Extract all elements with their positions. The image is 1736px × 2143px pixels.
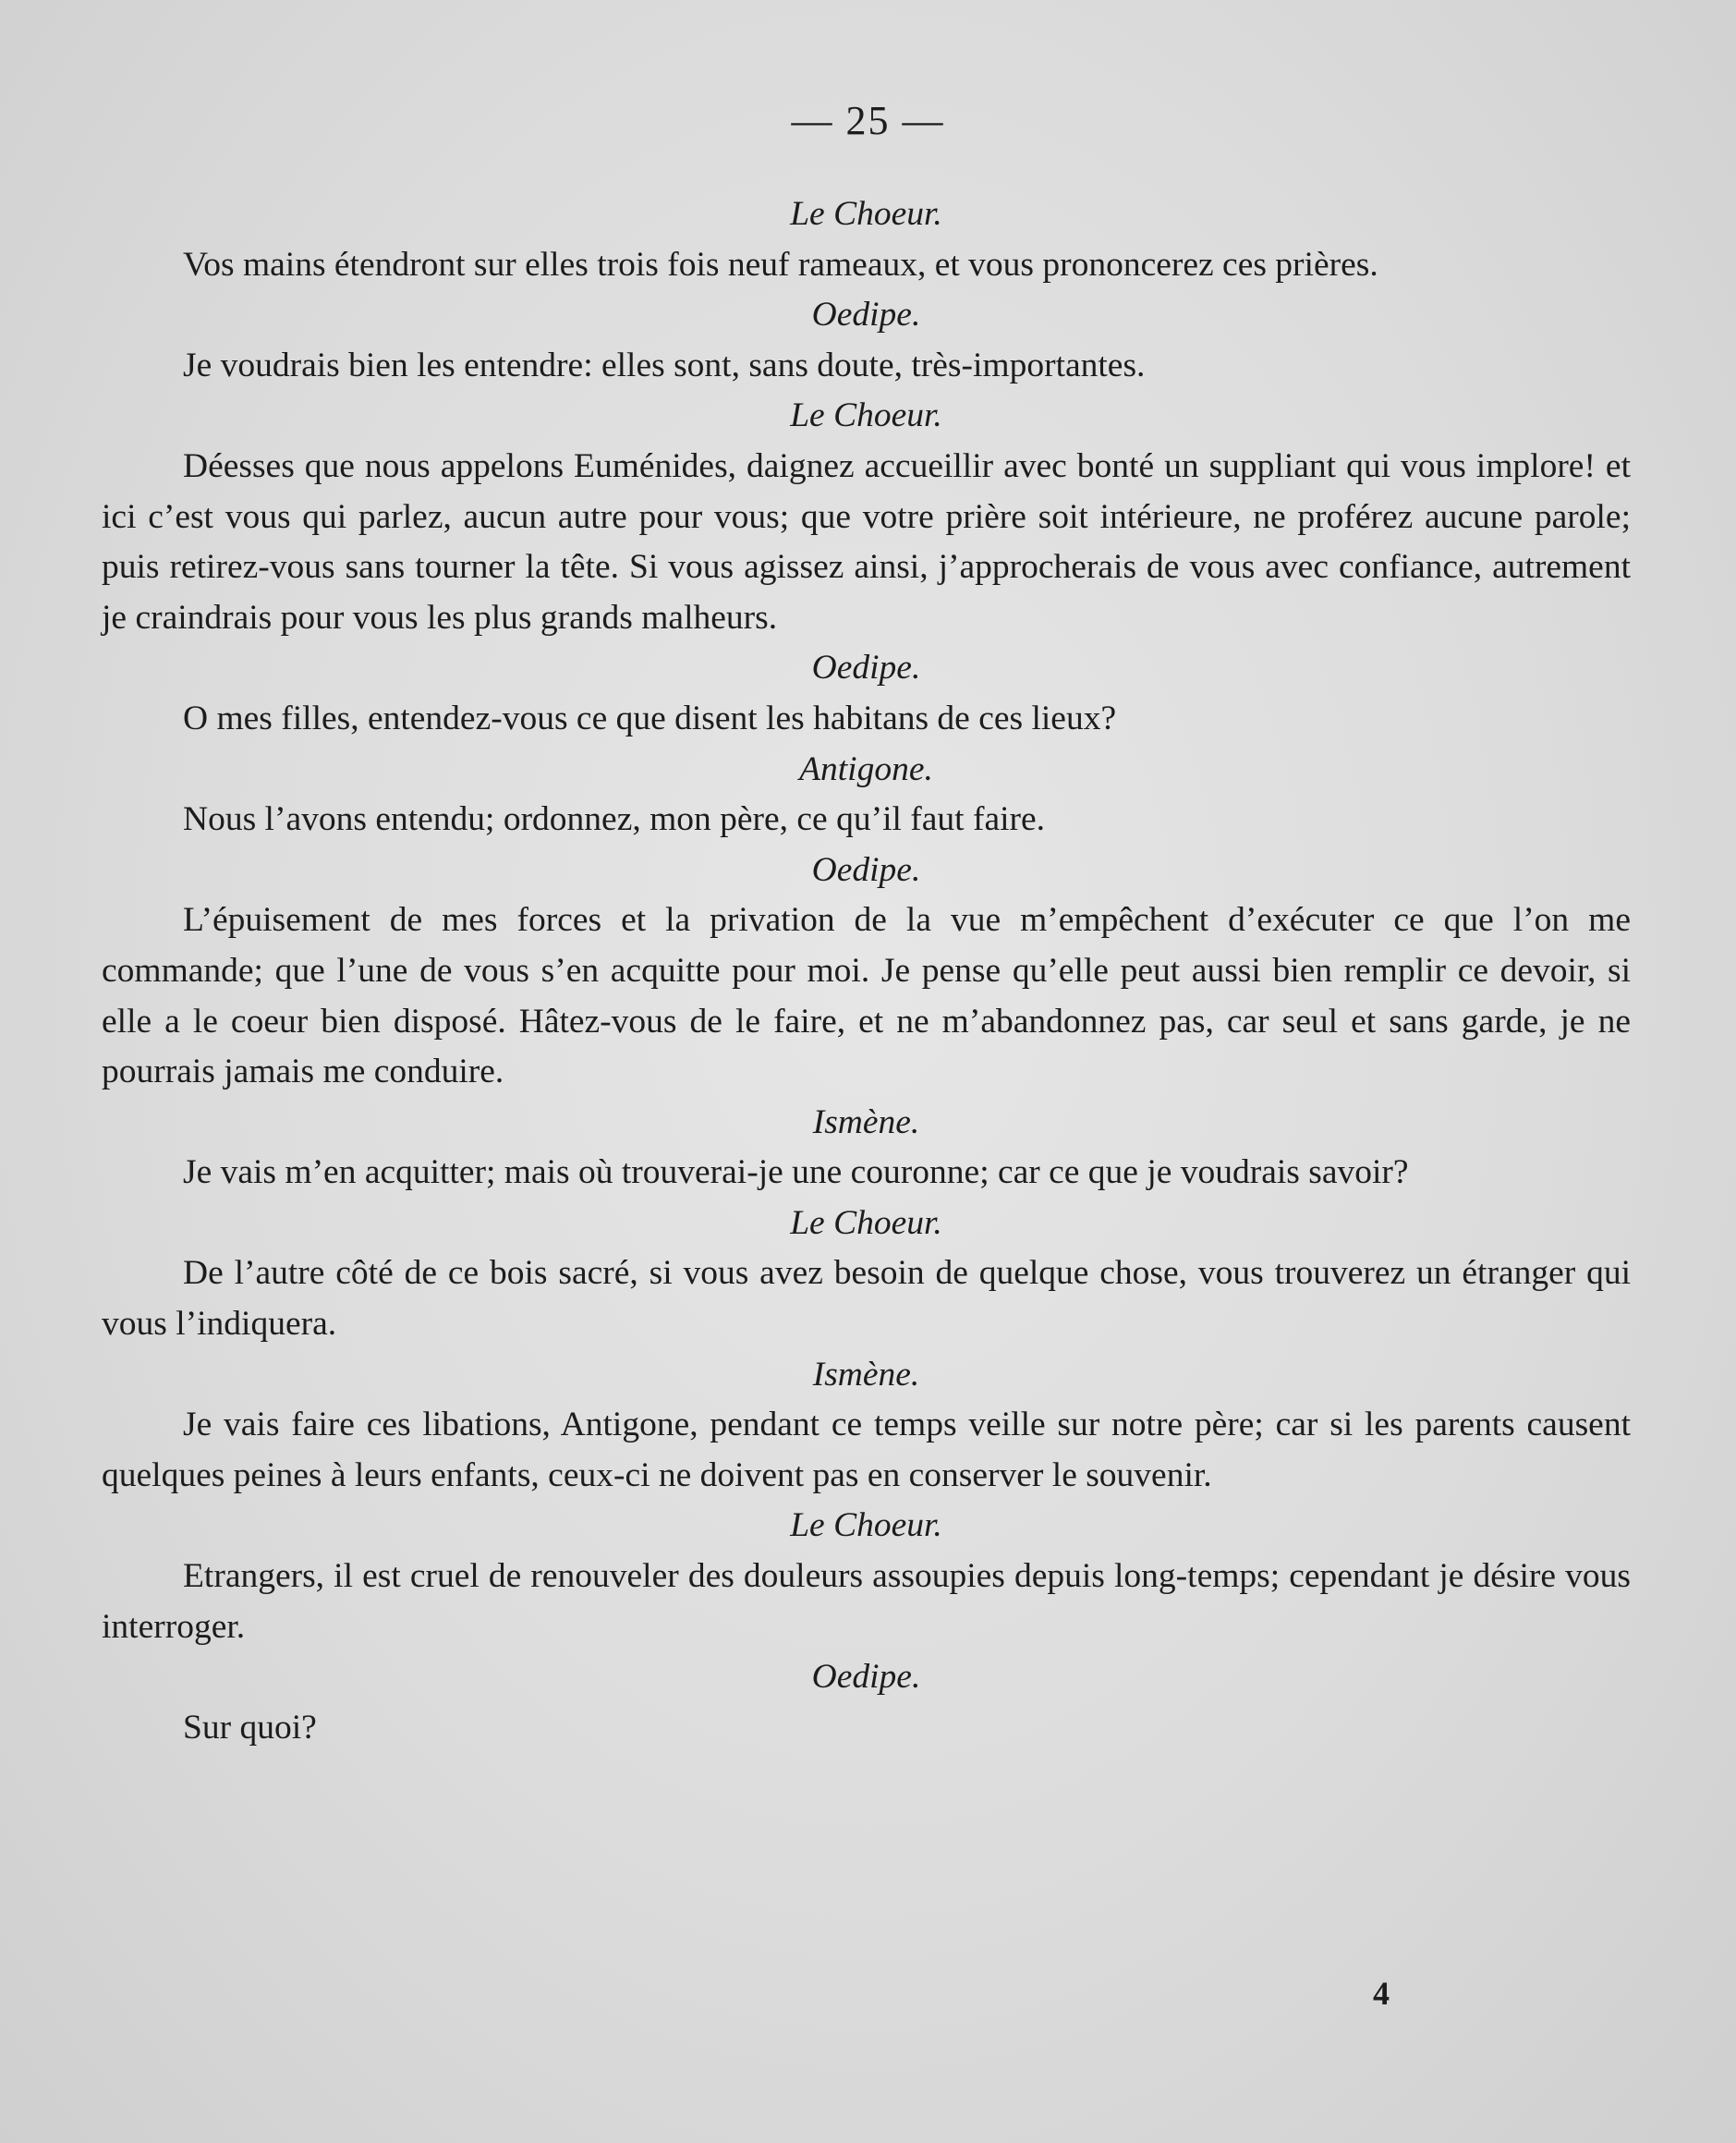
speech-text: Je voudrais bien les entendre: elles sont, sans doute, très-importantes. xyxy=(183,346,1146,384)
speech-text: Sur quoi? xyxy=(183,1708,317,1747)
speaker-name: Le Choeur. xyxy=(790,1506,942,1545)
speaker-name: Oedipe. xyxy=(811,1658,921,1697)
speaker-name: Ismène. xyxy=(812,1102,920,1141)
dialogue-turn xyxy=(102,290,1631,391)
speaker-name: Le Choeur. xyxy=(790,195,942,233)
dialogue-body xyxy=(102,189,1631,1753)
dialogue-turn xyxy=(102,391,1631,643)
dialogue-turn xyxy=(102,745,1631,846)
dialogue-turn xyxy=(102,1501,1631,1652)
dialogue-turn xyxy=(102,189,1631,290)
speaker-name: Oedipe. xyxy=(811,649,921,688)
speech-text: Nous l’avons entendu; ordonnez, mon père, ce qu’il faut faire. xyxy=(183,800,1046,839)
speaker-name: Antigone. xyxy=(799,749,933,788)
page-number: — 25 — xyxy=(791,98,945,143)
dialogue-turn xyxy=(102,1199,1631,1350)
speaker-name: Le Choeur. xyxy=(790,396,942,435)
speech-text: Je vais m’en acquitter; mais où trouverai-je une couronne; car ce que je voudrais savoir? xyxy=(183,1153,1409,1192)
dialogue-turn xyxy=(102,643,1631,744)
speech-text: Vos mains étendront sur elles trois fois neuf rameaux, et vous prononcerez ces prières. xyxy=(183,245,1378,284)
speaker-name: Le Choeur. xyxy=(790,1203,942,1242)
speech-text: O mes filles, entendez-vous ce que disent les habitans de ces lieux? xyxy=(183,699,1117,737)
speech-text: Etrangers, il est cruel de renouveler des douleurs assoupies depuis long-temps; cependant je désire vous interroger. xyxy=(102,1557,1631,1646)
dialogue-turn xyxy=(102,1098,1631,1199)
dialogue-turn xyxy=(102,1350,1631,1502)
speech-text: Je vais faire ces libations, Antigone, pendant ce temps veille sur notre père; car si les parents causent quelques peines à leurs enfants, ceux-ci ne doivent pas en conserver le souvenir. xyxy=(102,1406,1631,1494)
speech-text: L’épuisement de mes forces et la privation de la vue m’empêchent d’exécuter ce que l’on me commande; que l’une de vous s’en acquitte pour moi. Je pense qu’elle peut aussi bien remplir ce devoir, si elle a le coeur bien disposé. Hâtez-vous de le faire, et ne m’abandonnez pas, car seul et sans garde, je ne pourrais jamais me conduire. xyxy=(102,901,1631,1091)
signature-mark: 4 xyxy=(1373,1975,1390,2012)
speaker-name: Ismène. xyxy=(812,1355,920,1394)
dialogue-turn xyxy=(102,1652,1631,1753)
speech-text: De l’autre côté de ce bois sacré, si vous avez besoin de quelque chose, vous trouverez un étranger qui vous l’indiquera. xyxy=(102,1254,1631,1344)
speaker-name: Oedipe. xyxy=(811,850,921,889)
speech-text: Déesses que nous appelons Euménides, daignez accueillir avec bonté un suppliant qui vous implore! et ici c’est vous qui parlez, aucun autre pour vous; que votre prière soit intérieure, ne proférez aucune parole; puis retirez-vous sans tourner la tête. Si vous agissez ainsi, j’approcherais de vous avec confiance, autrement je craindrais pour vous les plus grands malheurs. xyxy=(102,446,1631,637)
dialogue-turn xyxy=(102,846,1631,1098)
speaker-name: Oedipe. xyxy=(811,296,921,335)
